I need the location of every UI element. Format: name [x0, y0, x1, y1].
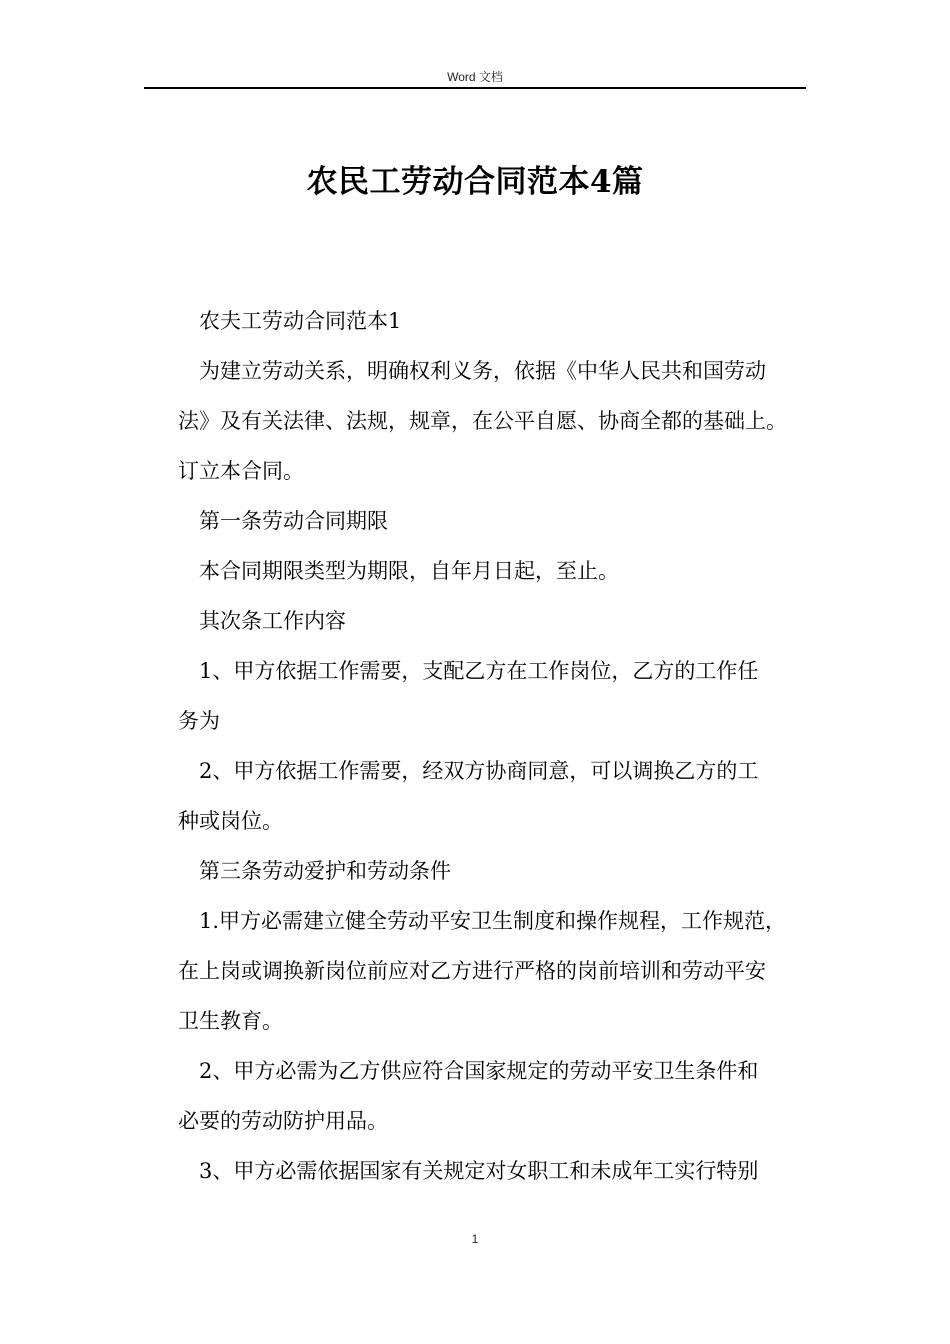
text-line: 必要的劳动防护用品。 [178, 1109, 388, 1133]
paragraph [178, 346, 818, 496]
text-line: 第一条劳动合同期限 [199, 509, 388, 533]
paragraph [178, 296, 818, 346]
text-line: 3、甲方必需依据国家有关规定对女职工和未成年工实行特别 [199, 1159, 759, 1183]
paragraph [178, 1046, 818, 1146]
text-line: 种或岗位。 [178, 809, 283, 833]
page-number: 1 [471, 1232, 479, 1246]
paragraph [178, 546, 818, 596]
text-line: 本合同期限类型为期限，自年月日起，至止。 [199, 559, 619, 583]
text-line: 务为 [178, 709, 220, 733]
paragraph [178, 896, 818, 1046]
document-body [178, 296, 818, 1196]
text-line: 卫生教育。 [178, 1009, 283, 1033]
text-line: 法》及有关法律、法规，规章，在公平自愿、协商全都的基础上。 [178, 409, 787, 433]
text-line: 其次条工作内容 [199, 609, 346, 633]
text-line: 1.甲方必需建立健全劳动平安卫生制度和操作规程，工作规范， [199, 909, 787, 933]
page-header: Word 文档 [447, 70, 503, 84]
paragraph [178, 646, 818, 746]
paragraph [178, 746, 818, 846]
paragraph [178, 846, 818, 896]
text-line: 农夫工劳动合同范本1 [199, 309, 402, 333]
text-line: 1、甲方依据工作需要，支配乙方在工作岗位，乙方的工作任 [199, 659, 759, 683]
text-line: 2、甲方必需为乙方供应符合国家规定的劳动平安卫生条件和 [199, 1059, 759, 1083]
paragraph [178, 496, 818, 546]
text-line: 在上岗或调换新岗位前应对乙方进行严格的岗前培训和劳动平安 [178, 959, 766, 983]
text-line: 订立本合同。 [178, 459, 304, 483]
document-title: 农民工劳动合同范本4篇 [306, 164, 644, 200]
text-line: 2、甲方依据工作需要，经双方协商同意，可以调换乙方的工 [199, 759, 759, 783]
paragraph [178, 1146, 818, 1196]
paragraph [178, 596, 818, 646]
header-divider [144, 87, 806, 89]
text-line: 第三条劳动爱护和劳动条件 [199, 859, 451, 883]
text-line: 为建立劳动关系，明确权利义务，依据《中华人民共和国劳动 [199, 359, 766, 383]
